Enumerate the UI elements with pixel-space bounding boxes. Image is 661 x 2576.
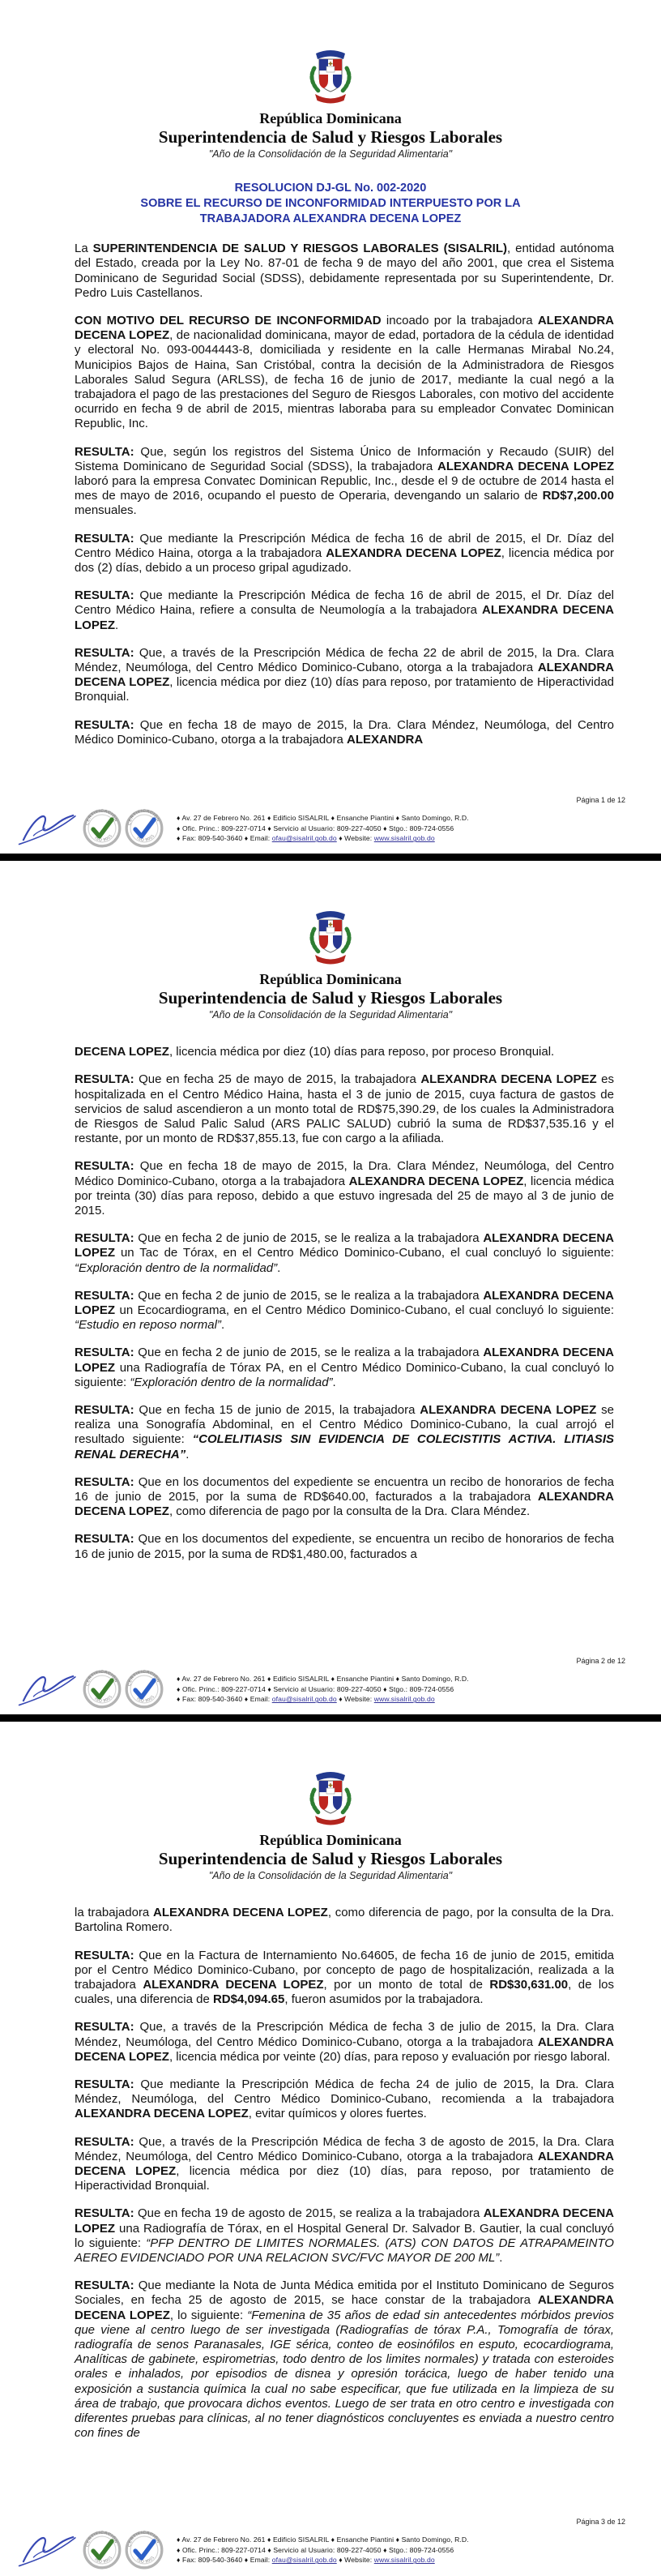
page-header — [0, 861, 661, 1021]
text-run: Que mediante la Prescripción Médica de fecha 16 de abril de 2015, el Dr. Díaz del Centro Médico Haina, otorga a la trabajadora — [75, 531, 614, 560]
text-run: “PFP DENTRO DE LIMITES NORMALES. (ATS) CON DATOS DE ATRAPAMEINTO AEREO EVIDENCIADO POR UNA RELACION SVC/FVC MAYOR DE 200 ML” — [75, 2236, 614, 2266]
paragraph — [75, 588, 614, 633]
text-run: RESULTA: — [75, 645, 134, 660]
text-run: RD$7,200.00 — [542, 489, 614, 503]
text-run: DECENA LOPEZ — [75, 1045, 169, 1059]
text-run: “Exploración dentro de la normalidad” — [75, 1260, 278, 1275]
text-run: incoado por la trabajadora — [381, 314, 538, 328]
page-separator — [0, 854, 661, 861]
text-run: RD$30,631.00 — [489, 1978, 569, 1992]
text-run: ALEXANDRA DECENA LOPEZ — [143, 1978, 324, 1992]
text-run: RESULTA: — [75, 717, 134, 732]
footer-link[interactable]: ofau@sisalril.gob.do — [271, 1695, 337, 1704]
paragraph — [75, 1072, 614, 1146]
seal-arc-top: CERTIFICACIÓN — [85, 1670, 119, 1687]
text-run: ♦ Website: — [336, 2556, 374, 2565]
header-institution: Superintendencia de Salud y Riesgos Laborales — [158, 987, 503, 1008]
text-run: “Femenina de 35 años de edad sin antecedentes mórbidos previos que viene al centro luego de ser investigada (Radiografías de tórax P.A., Tomografía de tórax, radiografía de senos Paranasales, IGE sérica, conteo de eosinófilos en esputo, ecocardiograma, Analíticas de gabinete, espirometrias, todo dentro de los limites normales) y tratada con esteroides orales e inhalados, por episodios de disnea y opresión torácica, luego de haber tenido una exposición a sustancia química la cual no sabe especificar, que fue utilizada en la limpieza de su área de trabajo, que provocara dichos eventos. Luego de ser trata en otro centro e investigada con diferentes pruebas para clínicas, al no tener diagnósticos concluyentes es enviada a nuestro centro con fines de — [75, 2308, 615, 2441]
text-run: Que mediante la Nota de Junta Médica emitida por el Instituto Dominicano de Seguros Sociales, en fecha 25 de agosto de 2015, se hace constar de la trabajadora — [75, 2279, 614, 2308]
text-run: RESULTA: — [75, 2279, 134, 2293]
text-run: “Exploración dentro de la normalidad” — [130, 1375, 333, 1389]
text-run: ♦ Fax: 809-540-3640 ♦ Email: — [177, 2556, 272, 2565]
text-run: RESULTA: — [75, 1403, 134, 1418]
document-page — [0, 1722, 661, 2575]
footer-row — [0, 807, 661, 850]
text-run: RESULTA: — [75, 1231, 134, 1246]
seal-arc-bottom: ISO 9001 — [135, 833, 156, 843]
text-run: , como diferencia de pago por la consulta de la Dra. Clara Méndez. — [168, 1504, 531, 1519]
text-run: Que mediante la Prescripción Médica de fecha 16 de abril de 2015, el Dr. Díaz del Centro Médico Haina, refiere a consulta de Neumología a la trabajadora — [75, 588, 614, 618]
certification-seal-green-icon — [83, 1670, 122, 1709]
seal-arc-bottom: ISO 9001 — [93, 2555, 114, 2565]
seal-arc-top: CERTIFICACIÓN — [127, 809, 161, 826]
page-header — [0, 1722, 661, 1881]
resolution-title — [0, 181, 661, 227]
text-run: , fueron asumidos por la trabajadora. — [284, 1992, 484, 2007]
resolution-title-line: TRABAJADORA ALEXANDRA DECENA LOPEZ — [199, 212, 462, 226]
resolution-title-line: RESOLUCION DJ-GL No. 002-2020 — [234, 182, 427, 195]
text-run: ♦ Av. 27 de Febrero No. 261 ♦ Edificio SISALRIL ♦ Ensanche Piantini ♦ Santo Domingo, R.D. — [177, 1675, 469, 1684]
paragraph — [75, 1346, 614, 1390]
text-run: Que en los documentos del expediente, se encuentra un recibo de honorarios de fecha 16 de junio de 2015, por la suma de RD$1,480.00, facturados a — [75, 1532, 614, 1561]
text-run: “COLELITIASIS SIN EVIDENCIA DE COLECISTITIS ACTIVA. LITIASIS RENAL DERECHA” — [75, 1432, 614, 1461]
paragraph — [75, 314, 614, 432]
text-run: , licencia médica por diez (10) días, para reposo, por tratamiento de Hiperactividad Bronquial. — [75, 2164, 614, 2193]
seal-arc-bottom: ISO 9001 — [135, 1694, 156, 1704]
text-run: , por un monto de total de — [323, 1978, 490, 1992]
paragraph — [75, 2135, 614, 2194]
page-header — [0, 0, 661, 160]
page-footer — [0, 2518, 661, 2572]
text-run: ALEXANDRA DECENA LOPEZ — [75, 2149, 614, 2179]
footer-link[interactable]: www.sisalril.gob.do — [373, 1695, 435, 1704]
text-run: Que en fecha 2 de junio de 2015, se le realiza a la trabajadora — [134, 1346, 484, 1360]
text-run: ALEXANDRA DECENA LOPEZ — [75, 1346, 614, 1375]
text-run: Que en fecha 25 de mayo de 2015, la trabajadora — [134, 1072, 421, 1087]
text-run: , licencia médica por dos (2) días, debido a un proceso gripal agudizado. — [75, 546, 615, 576]
text-run: ALEXANDRA DECENA LOPEZ — [75, 2293, 614, 2322]
text-run: Que en los documentos del expediente se encuentra un recibo de honorarios de fecha 16 de junio de 2015, por la suma de RD$640.00, facturados a la trabajadora — [75, 1474, 614, 1504]
text-run: Que, a través de la Prescripción Médica de fecha 3 de agosto de 2015, la Dra. Clara Méndez, Neumóloga, del Centro Médico Dominico-Cubano, otorga a la trabajadora — [75, 2134, 614, 2163]
text-run: RD$4,094.65 — [212, 1992, 285, 2007]
footer-lines — [177, 2535, 469, 2565]
text-run: un Ecocardiograma, en el Centro Médico Dominico-Cubano, el cual concluyó lo siguiente: — [115, 1303, 614, 1318]
text-run: . — [115, 618, 119, 632]
page-number: Página 1 de 12 — [576, 796, 625, 804]
text-run: ♦ Fax: 809-540-3640 ♦ Email: — [177, 1695, 272, 1704]
text-run: . — [332, 1375, 336, 1389]
text-run: Que en fecha 2 de junio de 2015, se le realiza a la trabajadora — [134, 1231, 484, 1246]
page-footer — [0, 796, 661, 850]
seal-arc-top: CERTIFICACIÓN — [127, 1670, 161, 1687]
header-country: República Dominicana — [259, 971, 402, 987]
paragraph — [75, 1159, 614, 1218]
paragraph — [75, 646, 614, 705]
text-run: ♦ Ofic. Princ.: 809-227-0714 ♦ Servicio al Usuario: 809-227-4050 ♦ Stgo.: 809-724-0556 — [177, 824, 454, 832]
text-run: ALEXANDRA DECENA LOPEZ — [75, 2206, 614, 2236]
text-run: SUPERINTENDENCIA DE SALUD Y RIESGOS LABORALES (SISALRIL) — [92, 242, 507, 256]
text-run: ALEXANDRA DECENA LOPEZ — [75, 661, 614, 690]
seal-arc-bottom: ISO 9001 — [93, 833, 114, 843]
text-run: una Radiografía de Tórax, en el Hospital General Dr. Salvador B. Gautier, la cual concluyó lo siguiente: — [75, 2221, 614, 2250]
text-run: “Estudio en reposo normal” — [75, 1318, 221, 1333]
footer-link[interactable]: ofau@sisalril.gob.do — [271, 2556, 337, 2565]
paragraph — [75, 1403, 614, 1462]
text-run: Que en fecha 18 de mayo de 2015, la Dra. Clara Méndez, Neumóloga, del Centro Médico Dominico-Cubano, otorga a la trabajadora — [75, 1159, 614, 1188]
text-run: Que en fecha 18 de mayo de 2015, la Dra. Clara Méndez, Neumóloga, del Centro Médico Dominico-Cubano, otorga a la trabajadora — [75, 717, 614, 747]
signature-icon — [16, 807, 81, 850]
paragraph — [75, 2020, 614, 2065]
text-run: Que, a través de la Prescripción Médica de fecha 22 de abril de 2015, la Dra. Clara Méndez, Neumóloga, del Centro Médico Dominico-Cubano, otorga a la trabajadora — [75, 645, 614, 675]
header-country: República Dominicana — [259, 110, 402, 126]
page-body — [75, 242, 614, 747]
text-run: . — [499, 2251, 503, 2266]
paragraph — [75, 1475, 614, 1520]
page-body — [75, 1045, 614, 1562]
text-run: laboró para la empresa Convatec Dominican Republic, Inc., desde el 9 de octubre de 2014 hasta el mes de mayo de 2016, ocupando el puesto de Operaria, devengando un salario de — [75, 474, 614, 503]
text-run: , licencia médica por treinta (30) días para reposo, debido a que estuvo ingresada del 25 de mayo al 3 de junio de 2015. — [75, 1174, 615, 1218]
resolution-title-line: SOBRE EL RECURSO DE INCONFORMIDAD INTERPUESTO POR LA — [140, 197, 521, 211]
text-run: Que en fecha 15 de junio de 2015, la trabajadora — [134, 1403, 420, 1418]
coat-of-arms-icon — [305, 49, 356, 105]
paragraph — [75, 2279, 614, 2441]
text-run: , licencia médica por diez (10) días para reposo, por tratamiento de Hiperactividad Bronquial. — [75, 675, 615, 704]
footer-line — [177, 1674, 469, 1684]
seal-arc-top: CERTIFICACIÓN — [85, 809, 119, 826]
header-motto: "Año de la Consolidación de la Seguridad Alimentaria" — [208, 148, 453, 160]
paragraph — [75, 1532, 614, 1561]
text-run: ♦ Av. 27 de Febrero No. 261 ♦ Edificio SISALRIL ♦ Ensanche Piantini ♦ Santo Domingo, R.D. — [177, 2535, 469, 2544]
footer-line — [177, 2555, 469, 2565]
header-country: República Dominicana — [259, 1832, 402, 1848]
text-run: RESULTA: — [75, 1474, 134, 1489]
header-motto: "Año de la Consolidación de la Seguridad Alimentaria" — [208, 1008, 453, 1021]
text-run: ALEXANDRA DECENA LOPEZ — [420, 1403, 597, 1418]
text-run: ♦ Av. 27 de Febrero No. 261 ♦ Edificio SISALRIL ♦ Ensanche Piantini ♦ Santo Domingo, R.D. — [177, 814, 469, 823]
text-run: un Tac de Tórax, en el Centro Médico Dominico-Cubano, el cual concluyó lo siguiente: — [115, 1246, 614, 1260]
text-run: , licencia médica por diez (10) días para reposo, por proceso Bronquial. — [168, 1045, 555, 1059]
footer-lines — [177, 813, 469, 844]
certification-seal-blue-icon — [125, 2531, 164, 2570]
footer-row — [0, 1667, 661, 1711]
seal-arc-top: CERTIFICACIÓN — [85, 2531, 119, 2548]
paragraph — [75, 1289, 614, 1333]
text-run: RESULTA: — [75, 2020, 134, 2035]
text-run: ALEXANDRA DECENA LOPEZ — [153, 1906, 328, 1920]
text-run: Que, según los registros del Sistema Único de Información y Recaudo (SUIR) del Sistema Dominicano de Seguridad Social (SDSS), la trabajadora — [75, 444, 614, 473]
paragraph — [75, 1906, 614, 1935]
text-run: CON MOTIVO DEL RECURSO DE INCONFORMIDAD — [75, 314, 382, 328]
paragraph — [75, 1231, 614, 1276]
document-page — [0, 861, 661, 1714]
text-run: ♦ Website: — [336, 834, 374, 843]
text-run: RESULTA: — [75, 1159, 134, 1174]
text-run: RESULTA: — [75, 531, 134, 546]
text-run: RESULTA: — [75, 1948, 134, 1962]
document-page — [0, 0, 661, 854]
header-institution: Superintendencia de Salud y Riesgos Laborales — [158, 1848, 503, 1868]
paragraph — [75, 2077, 614, 2122]
text-run: . — [186, 1447, 190, 1461]
text-run: ♦ Ofic. Princ.: 809-227-0714 ♦ Servicio al Usuario: 809-227-4050 ♦ Stgo.: 809-724-0556 — [177, 1684, 454, 1693]
text-run: , de los cuales, una diferencia de — [75, 1978, 614, 2007]
text-run: La — [75, 242, 93, 256]
text-run: RESULTA: — [75, 1288, 134, 1303]
page-separator — [0, 1714, 661, 1722]
page-number: Página 3 de 12 — [576, 2518, 625, 2526]
footer-line — [177, 1694, 469, 1705]
text-run: Que en fecha 19 de agosto de 2015, se realiza a la trabajadora — [134, 2206, 484, 2221]
coat-of-arms-icon — [305, 909, 356, 966]
text-run: la trabajadora — [75, 1906, 153, 1920]
paragraph — [75, 1045, 614, 1059]
text-run: RESULTA: — [75, 1072, 134, 1087]
text-run: ALEXANDRA DECENA LOPEZ — [75, 2035, 614, 2064]
text-run: ALEXANDRA DECENA LOPEZ — [75, 2107, 249, 2121]
text-run: ALEXANDRA DECENA LOPEZ — [75, 1490, 614, 1519]
footer-lines — [177, 1674, 469, 1705]
certification-seal-blue-icon — [125, 1670, 164, 1709]
text-run: , como diferencia de pago, por la consulta de la Dra. Bartolina Romero. — [75, 1906, 614, 1935]
signature-icon — [16, 1667, 81, 1711]
footer-line — [177, 2535, 469, 2545]
signature-icon — [16, 2528, 81, 2572]
text-run: ALEXANDRA DECENA LOPEZ — [75, 314, 614, 343]
text-run: RESULTA: — [75, 1532, 134, 1547]
paragraph — [75, 718, 614, 747]
text-run: RESULTA: — [75, 2134, 134, 2149]
header-institution: Superintendencia de Salud y Riesgos Laborales — [158, 126, 503, 147]
certification-seal-blue-icon — [125, 809, 164, 848]
footer-line — [177, 824, 469, 834]
text-run: ♦ Website: — [336, 1695, 374, 1704]
text-run: ALEXANDRA DECENA LOPEZ — [420, 1072, 597, 1087]
text-run: es hospitalizada en el Centro Médico Haina, hasta el 3 de junio de 2015, cuya factura de gastos de servicios de salud ascendieron a un monto total de RD$75,390.29, de los cuales la Administradora de Riesgos de Salud Palic Salud (ARS PALIC SALUD) cubrió la suma de RD$37,535.16 y el restante, por un monto de RD$37,855.13, fue con cargo a la afiliada. — [75, 1072, 614, 1146]
text-run: , licencia médica por veinte (20) días, para reposo y evaluación por riesgo laboral. — [168, 2049, 611, 2064]
seal-arc-bottom: ISO 9001 — [93, 1694, 114, 1704]
certification-seal-green-icon — [83, 2531, 122, 2570]
footer-link[interactable]: www.sisalril.gob.do — [373, 2556, 435, 2565]
footer-row — [0, 2528, 661, 2572]
footer-link[interactable]: www.sisalril.gob.do — [373, 834, 435, 843]
text-run: RESULTA: — [75, 2206, 134, 2221]
footer-line — [177, 833, 469, 844]
text-run: , entidad autónoma del Estado, creada por la Ley No. 87-01 de fecha 9 de mayo del año 2001, que crea el Sistema Dominicano de Seguridad Social (SDSS), debidamente representada por su Superintendente, Dr. Pedro Luis Castellanos. — [75, 242, 614, 300]
coat-of-arms-icon — [305, 1770, 356, 1827]
paragraph — [75, 242, 614, 301]
text-run: , de nacionalidad dominicana, mayor de edad, portadora de la cédula de identidad y electoral No. 093-0044443-8, domiciliada y residente en la calle Hermanas Mirabal No.24, Municipios Bajos de Haina, San Cristóbal, contra la decisión de la Administradora de Riesgos Laborales Salud Segura (ARLSS), de fecha 16 de junio de 2017, mediante la cual negó a la trabajadora el pago de las prestaciones del Seguro de Riesgos Laborales, con motivo del accidente ocurrido en fecha 9 de abril de 2015, mientras laboraba para su empleador Convatec Dominican Republic, Inc. — [75, 328, 615, 431]
text-run: ♦ Fax: 809-540-3640 ♦ Email: — [177, 834, 272, 843]
text-run: . — [220, 1318, 225, 1333]
text-run: se realiza una Sonografía Abdominal, en el Centro Médico Dominico-Cubano, la cual arrojó el resultado siguiente: — [75, 1403, 615, 1447]
text-run: ALEXANDRA DECENA LOPEZ — [437, 459, 614, 473]
text-run: ALEXANDRA DECENA LOPEZ — [326, 546, 501, 560]
text-run: Que mediante la Prescripción Médica de fecha 24 de julio de 2015, la Dra. Clara Méndez, Neumóloga, del Centro Médico Dominico-Cubano, recomienda a la trabajadora — [75, 2077, 614, 2107]
certification-seal-green-icon — [83, 809, 122, 848]
text-run: RESULTA: — [75, 1346, 134, 1360]
text-run: ALEXANDRA — [347, 732, 424, 747]
page-footer — [0, 1657, 661, 1711]
page-number: Página 2 de 12 — [576, 1657, 625, 1665]
text-run: , lo siguiente: — [169, 2308, 248, 2322]
text-run: Que, a través de la Prescripción Médica de fecha 3 de julio de 2015, la Dra. Clara Méndez, Neumóloga, del Centro Médico Dominico-Cubano, otorga a la trabajadora — [75, 2020, 614, 2049]
footer-line — [177, 1684, 469, 1695]
page-body — [75, 1906, 614, 2441]
paragraph — [75, 532, 614, 576]
paragraph — [75, 2206, 614, 2266]
footer-line — [177, 813, 469, 824]
text-run: RESULTA: — [75, 2077, 134, 2092]
footer-line — [177, 2545, 469, 2556]
text-run: Que en fecha 2 de junio de 2015, se le realiza a la trabajadora — [134, 1288, 484, 1303]
seal-arc-top: CERTIFICACIÓN — [127, 2531, 161, 2548]
text-run: ♦ Ofic. Princ.: 809-227-0714 ♦ Servicio al Usuario: 809-227-4050 ♦ Stgo.: 809-724-0556 — [177, 2545, 454, 2554]
footer-link[interactable]: ofau@sisalril.gob.do — [271, 834, 337, 843]
text-run: ALEXANDRA DECENA LOPEZ — [75, 603, 614, 632]
text-run: Que en la Factura de Internamiento No.64605, de fecha 16 de junio de 2015, emitida por el Centro Médico Dominico-Cubano, por concepto de pago de hospitalización, realizada a la trabajadora — [75, 1948, 614, 1992]
text-run: mensuales. — [75, 503, 137, 518]
text-run: ALEXANDRA DECENA LOPEZ — [348, 1174, 524, 1188]
text-run: RESULTA: — [75, 588, 134, 603]
paragraph — [75, 445, 614, 519]
text-run: una Radiografía de Tórax PA, en el Centro Médico Dominico-Cubano, la cual concluyó lo siguiente: — [75, 1360, 614, 1389]
text-run: , evitar químicos y olores fuertes. — [248, 2107, 427, 2121]
paragraph — [75, 1949, 614, 2008]
text-run: RESULTA: — [75, 444, 134, 459]
text-run: ALEXANDRA DECENA LOPEZ — [75, 1288, 614, 1318]
header-motto: "Año de la Consolidación de la Seguridad Alimentaria" — [208, 1869, 453, 1881]
text-run: ALEXANDRA DECENA LOPEZ — [75, 1231, 614, 1260]
text-run: . — [277, 1260, 281, 1275]
seal-arc-bottom: ISO 9001 — [135, 2555, 156, 2565]
